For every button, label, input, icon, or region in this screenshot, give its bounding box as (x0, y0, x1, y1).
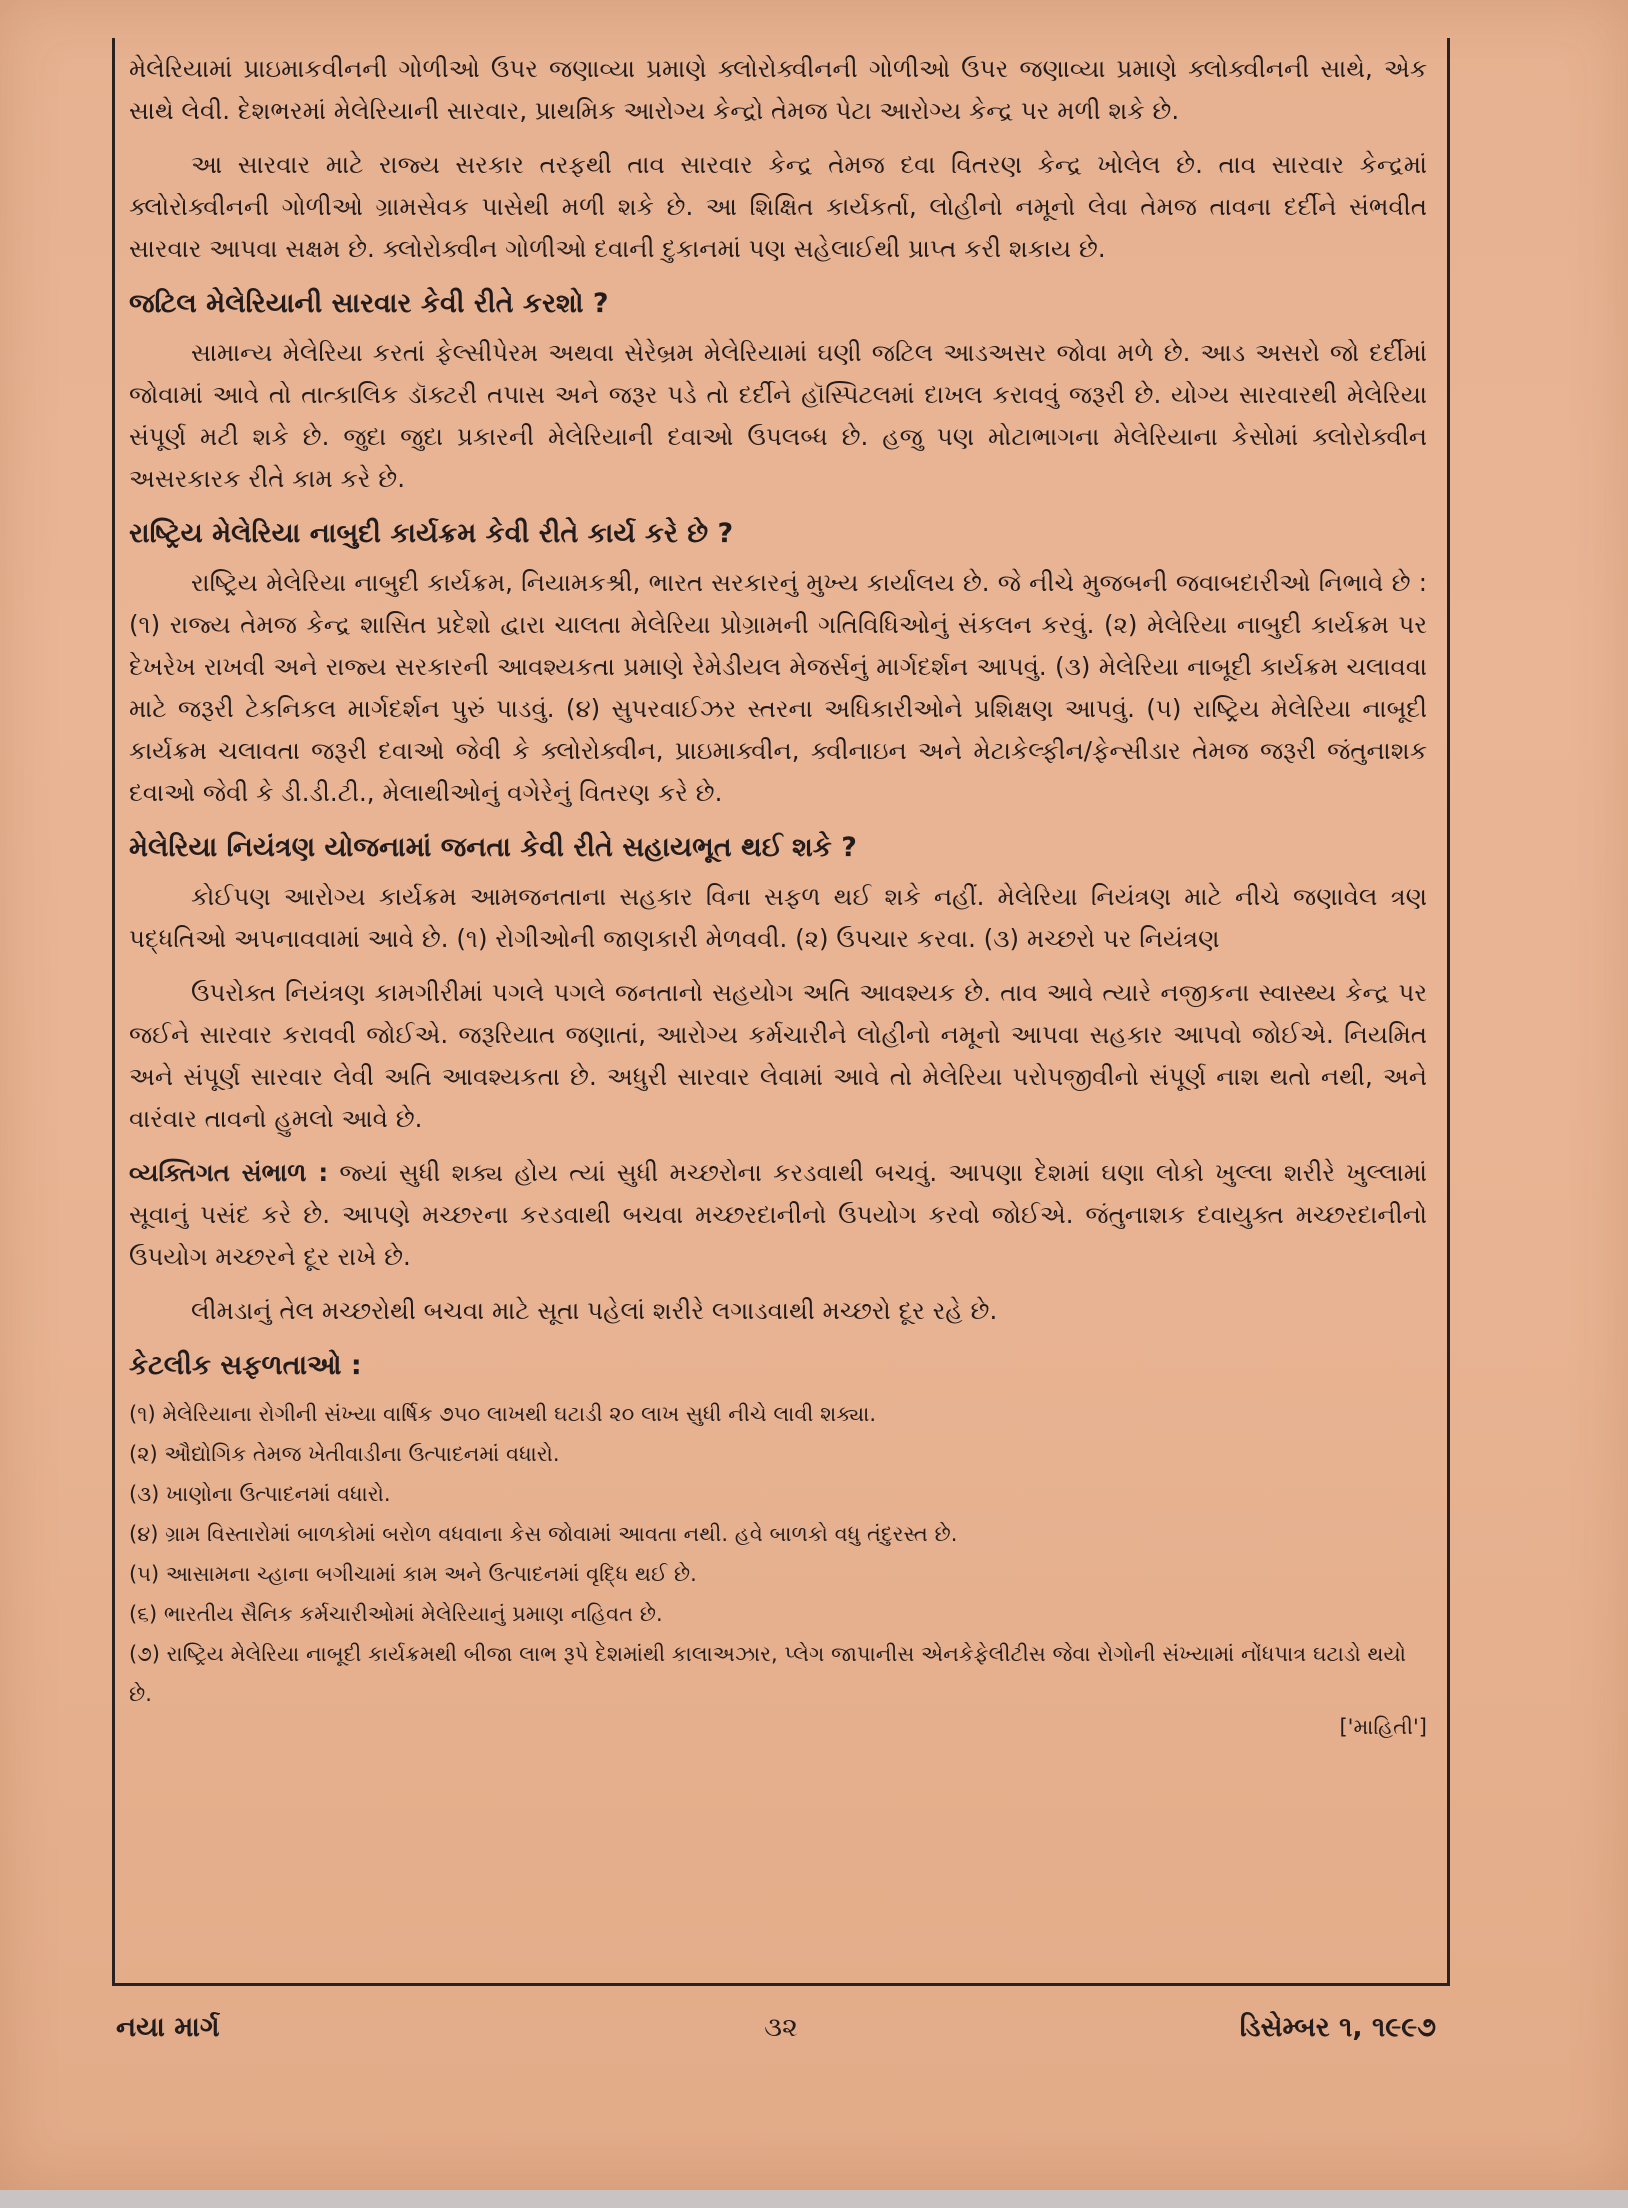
paragraph-1: મેલેરિયામાં પ્રાઇમાકવીનની ગોળીઓ ઉપર જણાવ્યા પ્રમાણે ક્લોરોક્વીનની ગોળીઓ ઉપર જણાવ્યા પ્રમાણે ક્લોક્વીનની સાથે, એક સાથે લેવી. દેશભરમાં મેલેરિયાની સારવાર, પ્રાથમિક આરોગ્ય કેન્દ્રો તેમજ પેટા આરોગ્ય કેન્દ્ર પર મળી શકે છે. (129, 54, 1427, 125)
paragraph-3: સામાન્ય મેલેરિયા કરતાં ફેલ્સીપેરમ અથવા સેરેબ્રમ મેલેરિયામાં ઘણી જટિલ આડઅસર જોવા મળે છે. આડ અસરો જો દર્દીમાં જોવામાં આવે તો તાત્કાલિક ડૉક્ટરી તપાસ અને જરૂર પડે તો દર્દીને હૉસ્પિટલમાં દાખલ કરાવવું જરૂરી છે. યોગ્ય સારવારથી મેલેરિયા સંપૂર્ણ મટી શકે છે. જુદા જુદા પ્રકારની મેલેરિયાની દવાઓ ઉપલબ્ધ છે. હજુ પણ મોટાભાગના મેલેરિયાના કેસોમાં ક્લોરોક્વીન અસરકારક રીતે કામ કરે છે. (129, 338, 1427, 493)
footer-page-number: ૩૨ (764, 2012, 798, 2043)
article-box (112, 38, 1450, 1986)
paragraph-2: આ સારવાર માટે રાજ્ય સરકાર તરફથી તાવ સારવાર કેન્દ્ર તેમજ દવા વિતરણ કેન્દ્ર ખોલેલ છે. તાવ સારવાર કેન્દ્રમાં ક્લોરોક્વીનની ગોળીઓ ગ્રામસેવક પાસેથી મળી શકે છે. આ શિક્ષિત કાર્યકર્તા, લોહીનો નમૂનો લેવા તેમજ તાવના દર્દીને સંભવીત સારવાર આપવા સક્ષમ છે. ક્લોરોક્વીન ગોળીઓ દવાની દુકાનમાં પણ સહેલાઈથી પ્રાપ્ત કરી શકાય છે. (129, 150, 1427, 263)
heading-achievements: કેટલીક સફળતાઓ : (129, 1350, 362, 1381)
heading-public-help: મેલેરિયા નિયંત્રણ યોજનામાં જનતા કેવી રીતે સહાયભૂત થઈ શકે ? (129, 832, 857, 863)
paragraph-8: લીમડાનું તેલ મચ્છરોથી બચવા માટે સૂતા પહેલાં શરીરે લગાડવાથી મચ્છરો દૂર રહે છે. (191, 1296, 998, 1325)
list-item: (૨) ઔદ્યોગિક તેમજ ખેતીવાડીના ઉત્પાદનમાં વધારો. (129, 1442, 560, 1466)
page-footer (112, 2012, 1450, 2058)
list-item: (૩) ખાણોના ઉત્પાદનમાં વધારો. (129, 1482, 391, 1506)
footer-date: ડિસેમ્બર ૧, ૧૯૯૭ (1239, 2012, 1436, 2043)
paragraph-6: ઉપરોક્ત નિયંત્રણ કામગીરીમાં પગલે પગલે જનતાનો સહયોગ અતિ આવશ્યક છે. તાવ આવે ત્યારે નજીકના સ્વાસ્થ્ય કેન્દ્ર પર જઈને સારવાર કરાવવી જોઈએ. જરૂરિયાત જણાતાં, આરોગ્ય કર્મચારીને લોહીનો નમૂનો આપવા સહકાર આપવો જોઈએ. નિયમિત અને સંપૂર્ણ સારવાર લેવી અતિ આવશ્યકતા છે. અધુરી સારવાર લેવામાં આવે તો મેલેરિયા પરોપજીવીનો સંપૂર્ણ નાશ થતો નથી, અને વારંવાર તાવનો હુમલો આવે છે. (129, 978, 1427, 1133)
footer-publication: નયા માર્ગ (116, 2012, 220, 2043)
paragraph-5: કોઈપણ આરોગ્ય કાર્યક્રમ આમજનતાના સહકાર વિના સફળ થઈ શકે નહીં. મેલેરિયા નિયંત્રણ માટે નીચે જણાવેલ ત્રણ પદ્ધતિઓ અપનાવવામાં આવે છે. (૧) રોગીઓની જાણકારી મેળવવી. (૨) ઉપચાર કરવા. (૩) મચ્છરો પર નિયંત્રણ (129, 882, 1427, 953)
list-item: (૧) મેલેરિયાના રોગીની સંખ્યા વાર્ષિક ૭૫૦ લાખથી ઘટાડી ૨૦ લાખ સુધી નીચે લાવી શક્યા. (129, 1402, 877, 1426)
achievements-list (129, 1394, 1427, 1714)
paragraph-7 (129, 1152, 1427, 1278)
list-item: (૭) રાષ્ટ્રિય મેલેરિયા નાબૂદી કાર્યક્રમથી બીજા લાભ રૂપે દેશમાંથી કાલાઅઝાર, પ્લેગ જાપાનીસ એનકેફેલીટીસ જેવા રોગોની સંખ્યામાં નોંધપાત્ર ઘટાડો થયો છે. (129, 1642, 1406, 1706)
personal-care-label: વ્યક્તિગત સંભાળ : (129, 1158, 329, 1187)
list-item: (૪) ગ્રામ વિસ્તારોમાં બાળકોમાં બરોળ વધવાના કેસ જોવામાં આવતા નથી. હવે બાળકો વધુ તંદુરસ્ત છે. (129, 1522, 958, 1546)
heading-complex-malaria: જટિલ મેલેરિયાની સારવાર કેવી રીતે કરશો ? (129, 288, 609, 319)
heading-national-program: રાષ્ટ્રિય મેલેરિયા નાબુદી કાર્યક્રમ કેવી રીતે કાર્ય કરે છે ? (129, 518, 734, 549)
source-credit: ['માહિતી'] (1339, 1715, 1427, 1739)
list-item: (૫) આસામના ચ્હાના બગીચામાં કામ અને ઉત્પાદનમાં વૃદ્ધિ થઈ છે. (129, 1562, 697, 1586)
paragraph-4: રાષ્ટ્રિય મેલેરિયા નાબુદી કાર્યક્રમ, નિયામકશ્રી, ભારત સરકારનું મુખ્ય કાર્યાલય છે. જે નીચે મુજબની જવાબદારીઓ નિભાવે છે : (૧) રાજ્ય તેમજ કેન્દ્ર શાસિત પ્રદેશો દ્વારા ચાલતા મેલેરિયા પ્રોગ્રામની ગતિવિધિઓનું સંકલન કરવું. (૨) મેલેરિયા નાબુદી કાર્યક્રમ પર દેખરેખ રાખવી અને રાજ્ય સરકારની આવશ્યકતા પ્રમાણે રેમેડીયલ મેજર્સનું માર્ગદર્શન આપવું. (૩) મેલેરિયા નાબૂદી કાર્યક્રમ ચલાવવા માટે જરૂરી ટેકનિકલ માર્ગદર્શન પુરું પાડવું. (૪) સુપરવાઈઝર સ્તરના અધિકારીઓને પ્રશિક્ષણ આપવું. (૫) રાષ્ટ્રિય મેલેરિયા નાબૂદી કાર્યક્રમ ચલાવતા જરૂરી દવાઓ જેવી કે ક્લોરોક્વીન, પ્રાઇમાક્વીન, ક્વીનાઇન અને મેટાકેલ્ફીન/ફેન્સીડાર તેમજ જરૂરી જંતુનાશક દવાઓ જેવી કે ડી.ડી.ટી., મેલાથીઓનું વગેરેનું વિતરણ કરે છે. (129, 568, 1427, 807)
personal-care-text: જ્યાં સુધી શક્ય હોય ત્યાં સુધી મચ્છરોના કરડવાથી બચવું. આપણા દેશમાં ઘણા લોકો ખુલ્લા શરીરે ખુલ્લામાં સૂવાનું પસંદ કરે છે. આપણે મચ્છરના કરડવાથી બચવા મચ્છરદાનીનો ઉપયોગ કરવો જોઈએ. જંતુનાશક દવાયુક્ત મચ્છરદાનીનો ઉપયોગ મચ્છરને દૂર રાખે છે. (129, 1158, 1427, 1271)
list-item: (૬) ભારતીય સૈનિક કર્મચારીઓમાં મેલેરિયાનું પ્રમાણ નહિવત છે. (129, 1602, 663, 1626)
